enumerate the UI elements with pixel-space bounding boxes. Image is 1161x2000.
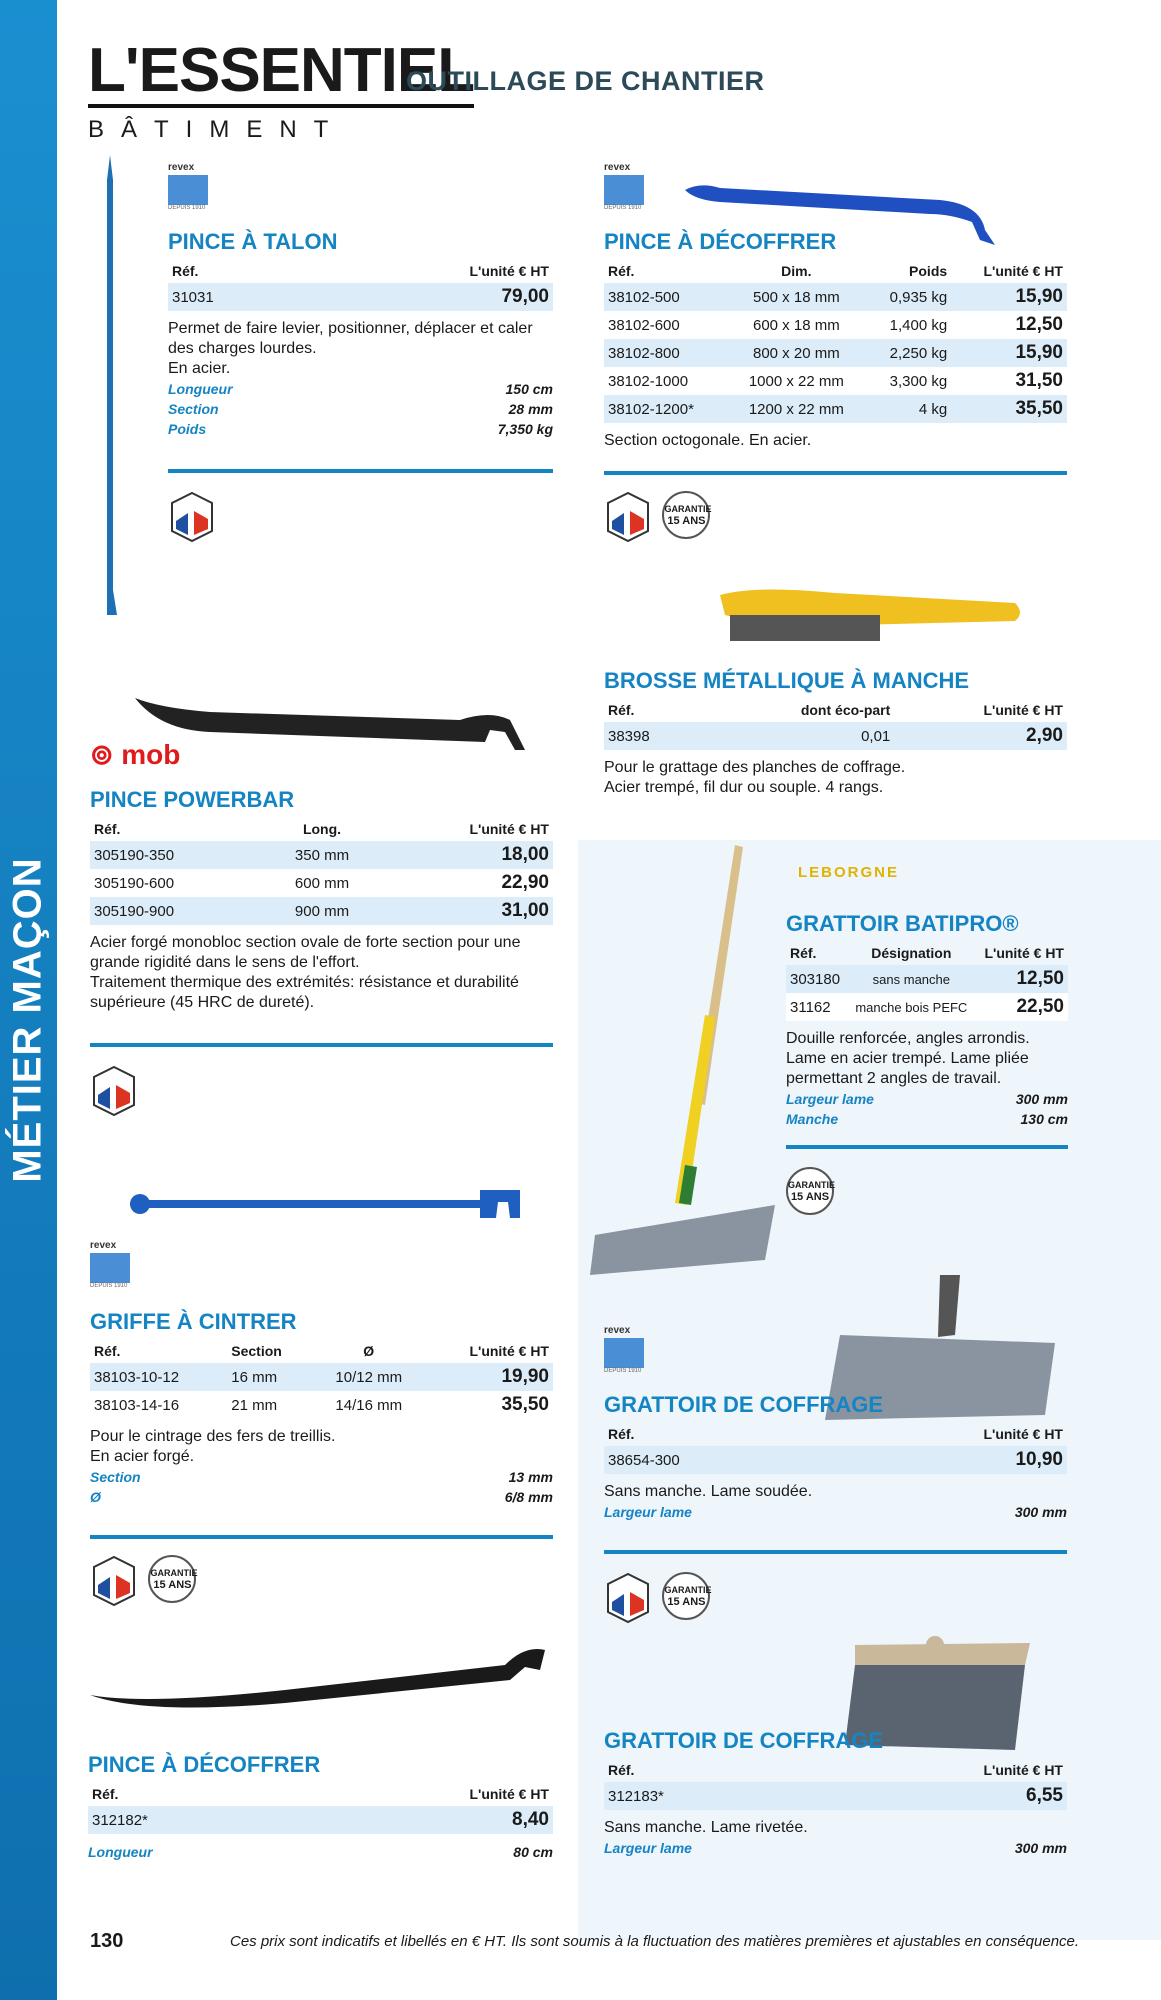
brosse-image — [715, 585, 1025, 655]
product-title: GRATTOIR DE COFFRAGE — [604, 1392, 884, 1417]
product-desc: Pour le cintrage des fers de treillis. — [90, 1428, 336, 1445]
made-in-france-icon — [604, 1572, 652, 1624]
spec-row: Ø 6/8 mm — [90, 1489, 553, 1505]
spec-row: Largeur lame 300 mm — [604, 1840, 1067, 1856]
table-row: 312183* 6,55 — [604, 1782, 1067, 1810]
product-desc: Permet de faire levier, positionner, déplacer et caler des charges lourdes. — [168, 320, 533, 357]
price-table: Réf. Section Ø L'unité € HT 38103-10-12 16 mm 10/12 mm 19,90 38103-14-16 21 mm 14/16 mm 35,50 — [90, 1339, 553, 1419]
revex-logo: revex DEPUIS 1910 — [604, 162, 648, 211]
spec-row: Section 13 mm — [90, 1469, 553, 1485]
badges — [604, 1572, 1067, 1624]
badges — [90, 1065, 553, 1117]
table-row: 38103-10-12 16 mm 10/12 mm 19,90 — [90, 1363, 553, 1391]
spec-row: Manche 130 cm — [786, 1111, 1068, 1127]
table-row: 38102-1000 1000 x 22 mm 3,300 kg 31,50 — [604, 367, 1067, 395]
product-pince-talon — [168, 162, 553, 543]
pince-decoffrer-2-image — [85, 1625, 555, 1715]
footer-note: Ces prix sont indicatifs et libellés en € HT. Ils sont soumis à la fluctuation des matières premières et ajustables en conséquence. — [230, 1933, 1080, 1950]
guarantee-badge: GARANTIE 15 ANS — [662, 1572, 710, 1620]
table-row: 38102-500 500 x 18 mm 0,935 kg 15,90 — [604, 283, 1067, 311]
product-title: PINCE À DÉCOFFRER — [604, 229, 837, 254]
made-in-france-icon — [90, 1555, 138, 1607]
divider — [604, 1550, 1067, 1554]
badges — [786, 1167, 1068, 1215]
divider — [168, 469, 553, 473]
product-grattoir-coffrage-1 — [604, 1325, 1067, 1624]
table-row: 38103-14-16 21 mm 14/16 mm 35,50 — [90, 1391, 553, 1419]
product-title: GRATTOIR BATIPRO® — [786, 911, 1019, 936]
product-title: PINCE POWERBAR — [90, 787, 295, 812]
revex-logo: revex DEPUIS 1910 — [168, 162, 212, 211]
guarantee-badge: GARANTIE 15 ANS — [148, 1555, 196, 1603]
made-in-france-icon — [90, 1065, 138, 1117]
table-row: 305190-900 900 mm 31,00 — [90, 897, 553, 925]
spec-row: Largeur lame 300 mm — [786, 1091, 1068, 1107]
product-title: BROSSE MÉTALLIQUE À MANCHE — [604, 668, 970, 693]
product-brosse — [604, 668, 1067, 798]
product-title: GRIFFE À CINTRER — [90, 1309, 297, 1334]
product-desc-2: En acier. — [168, 360, 231, 377]
mob-logo: ⊚ mob — [90, 739, 181, 770]
table-row: 305190-350 350 mm 18,00 — [90, 841, 553, 869]
product-desc: Sans manche. Lame rivetée. — [604, 1819, 808, 1836]
product-desc: Acier forgé monobloc section ovale de forte section pour une grande rigidité dans le sens de l'effort. — [90, 934, 521, 971]
sidebar — [0, 0, 57, 2000]
product-title: GRATTOIR DE COFFRAGE — [604, 1728, 884, 1753]
pince-talon-image — [95, 150, 125, 620]
divider — [90, 1535, 553, 1539]
spec-row: Section 28 mm — [168, 401, 553, 417]
sidebar-label: MÉTIER MAÇON — [5, 857, 50, 1183]
table-row: 303180 sans manche 12,50 — [786, 965, 1068, 993]
divider — [90, 1043, 553, 1047]
made-in-france-icon — [168, 491, 216, 543]
price-table: Réf. dont éco-part L'unité € HT 38398 0,01 2,90 — [604, 698, 1067, 750]
product-desc-2: En acier forgé. — [90, 1448, 195, 1465]
table-row: 38398 0,01 2,90 — [604, 722, 1067, 750]
product-grattoir-coffrage-2 — [604, 1728, 1067, 1858]
page-number: 130 — [90, 1930, 124, 1952]
price-table: Réf. L'unité € HT 312182* 8,40 — [88, 1782, 553, 1834]
spec-row: Largeur lame 300 mm — [604, 1504, 1067, 1520]
product-desc: Douille renforcée, angles arrondis. — [786, 1030, 1030, 1047]
product-desc: Sans manche. Lame soudée. — [604, 1483, 813, 1500]
spec-row: Longueur 150 cm — [168, 381, 553, 397]
product-desc-2: Traitement thermique des extrémités: résistance et durabilité supérieure (45 HRC de dureté). — [90, 974, 519, 1011]
table-row: 38654-300 10,90 — [604, 1446, 1067, 1474]
product-desc: Section octogonale. En acier. — [604, 432, 812, 449]
product-pince-decoffrer — [604, 162, 1067, 543]
brand-subtitle: BÂTIMENT — [88, 116, 346, 143]
page-category: OUTILLAGE DE CHANTIER — [406, 66, 765, 96]
product-pince-decoffrer-2 — [88, 1752, 553, 1862]
product-title: PINCE À DÉCOFFRER — [88, 1752, 321, 1777]
leborgne-logo: LEBORGNE — [798, 864, 900, 881]
price-table: Réf. L'unité € HT 31031 79,00 — [168, 259, 553, 311]
badges — [168, 491, 553, 543]
table-row: 312182* 8,40 — [88, 1806, 553, 1834]
product-desc-2: Acier trempé, fil dur ou souple. 4 rangs. — [604, 779, 884, 796]
spec-row: Poids 7,350 kg — [168, 421, 553, 437]
table-row: 38102-600 600 x 18 mm 1,400 kg 12,50 — [604, 311, 1067, 339]
table-row: 38102-800 800 x 20 mm 2,250 kg 15,90 — [604, 339, 1067, 367]
table-row: 31031 79,00 — [168, 283, 553, 311]
griffe-image — [110, 1180, 530, 1230]
price-table: Réf. L'unité € HT 312183* 6,55 — [604, 1758, 1067, 1810]
grattoir-batipro-image — [585, 845, 785, 1275]
guarantee-badge: GARANTIE 15 ANS — [786, 1167, 834, 1215]
product-title: PINCE À TALON — [168, 229, 338, 254]
made-in-france-icon — [604, 491, 652, 543]
product-powerbar — [90, 738, 553, 1117]
divider — [786, 1145, 1068, 1149]
revex-logo: revex DEPUIS 1910 — [604, 1325, 648, 1374]
price-table: Réf. L'unité € HT 38654-300 10,90 — [604, 1422, 1067, 1474]
product-desc-2: Lame en acier trempé. Lame pliée permettant 2 angles de travail. — [786, 1050, 1029, 1087]
revex-logo: revex DEPUIS 1910 — [90, 1240, 134, 1289]
table-row: 38102-1200* 1200 x 22 mm 4 kg 35,50 — [604, 395, 1067, 423]
guarantee-badge: GARANTIE 15 ANS — [662, 491, 710, 539]
badges — [604, 491, 1067, 543]
price-table: Réf. Dim. Poids L'unité € HT 38102-500 500 x 18 mm 0,935 kg 15,90 38102-600 600 x 18 mm 1,400 kg 12,50 38102-800 800 x 20 mm 2,250 kg 15,90 38102-1000 1000 x 22 mm 3,300 kg 31,50 38102-1200* 1200 x 22 mm 4 kg 35,50 — [604, 259, 1067, 423]
brand-title: L'ESSENTIEL — [88, 40, 474, 108]
badges — [90, 1555, 553, 1607]
spec-row: Longueur 80 cm — [88, 1844, 553, 1860]
product-desc: Pour le grattage des planches de coffrage. — [604, 759, 906, 776]
price-table: Réf. Désignation L'unité € HT 303180 sans manche 12,50 31162 manche bois PEFC 22,50 — [786, 941, 1068, 1021]
table-row: 305190-600 600 mm 22,90 — [90, 869, 553, 897]
divider — [604, 471, 1067, 475]
price-table: Réf. Long. L'unité € HT 305190-350 350 mm 18,00 305190-600 600 mm 22,90 305190-900 900 mm 31,00 — [90, 817, 553, 925]
table-row: 31162 manche bois PEFC 22,50 — [786, 993, 1068, 1021]
product-batipro — [786, 864, 1068, 1215]
product-griffe — [90, 1240, 553, 1607]
